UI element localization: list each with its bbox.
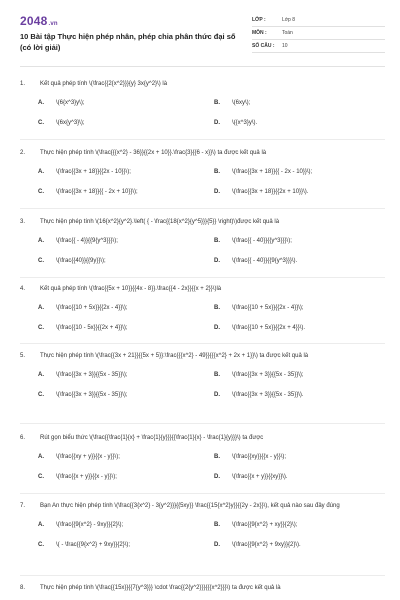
options xyxy=(20,365,385,405)
meta-value: Toán xyxy=(282,30,293,36)
option-letter: A. xyxy=(38,100,44,106)
option-letter: A. xyxy=(38,372,44,378)
option-text: \(\frac{{xy}}{{x - y}}\); xyxy=(232,454,287,460)
meta-value: Lớp 8 xyxy=(282,17,296,23)
option-letter: A. xyxy=(38,522,44,528)
option-letter: D. xyxy=(214,189,220,195)
option-text: \(\frac{{3x + 18}}{{2x + 10}}\). xyxy=(232,189,309,195)
option-c[interactable] xyxy=(20,385,196,405)
question-number: 7. xyxy=(20,503,26,509)
question-number: 4. xyxy=(20,286,26,292)
option-letter: C. xyxy=(38,120,44,126)
option-letter: B. xyxy=(214,372,220,378)
question-number: 2. xyxy=(20,150,26,156)
option-text: \(\frac{{3x + 18}}{{ - 2x - 10}}\); xyxy=(232,169,313,175)
question-text xyxy=(20,583,385,594)
option-c[interactable] xyxy=(20,251,196,271)
site-logo[interactable] xyxy=(20,14,58,28)
option-b[interactable] xyxy=(196,447,372,467)
option-c[interactable] xyxy=(20,318,196,338)
option-text: \(\frac{{10 + 5x}}{{2x + 4}}\). xyxy=(232,325,306,331)
question-separator xyxy=(20,343,385,344)
option-text: \(6xy\); xyxy=(232,100,251,106)
option-letter: C. xyxy=(38,392,44,398)
option-letter: A. xyxy=(38,305,44,311)
option-text: \(\frac{{3x + 18}}{{ - 2x + 10}}\); xyxy=(56,189,138,195)
question-body: Kết quả phép tính \(\frac{{2{x^2}}}{y} 3x{y^2}\) là xyxy=(40,81,168,87)
option-text: \(\frac{{x + y}}{{x - y}}\); xyxy=(56,474,117,480)
question-body: Thực hiện phép tính \(\frac{{{x^2} - 36}}{{2x + 10}}.\frac{3}{{6 - x}}\) ta được kết quả là xyxy=(40,150,267,156)
meta-value: 10 xyxy=(282,43,288,49)
option-letter: B. xyxy=(214,169,220,175)
question-separator xyxy=(20,208,385,209)
question-number: 5. xyxy=(20,353,26,359)
question-1 xyxy=(20,79,385,133)
option-b[interactable] xyxy=(196,298,372,318)
option-d[interactable] xyxy=(196,113,372,133)
option-a[interactable] xyxy=(20,93,196,113)
option-letter: C. xyxy=(38,258,44,264)
question-separator xyxy=(20,423,385,424)
option-text: \(6x{y^3}\); xyxy=(56,120,85,126)
options xyxy=(20,93,385,133)
question-body: Rút gọn biểu thức \(\frac{{\frac{1}{x} + \frac{1}{y}}}{{\frac{1}{x} - \frac{1}{y}}}\) ta được xyxy=(40,435,264,441)
option-text: \(\frac{{10 - 5x}}{{2x + 4}}\); xyxy=(56,325,128,331)
option-d[interactable] xyxy=(196,251,372,271)
options xyxy=(20,298,385,338)
option-a[interactable] xyxy=(20,515,196,535)
option-a[interactable] xyxy=(20,231,196,251)
option-text: \(\frac{{3x + 3}}{{5x - 35}}\); xyxy=(56,372,128,378)
option-b[interactable] xyxy=(196,231,372,251)
option-letter: D. xyxy=(214,258,220,264)
option-text: \(\frac{{10 + 5x}}{{2x - 4}}\); xyxy=(56,305,128,311)
option-text: \(\frac{{3x + 3}}{{5x - 35}}\); xyxy=(232,372,304,378)
meta-row-subject xyxy=(252,27,385,40)
option-letter: D. xyxy=(214,392,220,398)
option-letter: C. xyxy=(38,325,44,331)
question-5 xyxy=(20,351,385,405)
question-text xyxy=(20,217,385,228)
options xyxy=(20,231,385,271)
meta-label: SỐ CÂU : xyxy=(252,43,275,49)
option-letter: A. xyxy=(38,238,44,244)
option-letter: C. xyxy=(38,474,44,480)
question-8 xyxy=(20,583,385,594)
option-text: \(6{x^3}y\); xyxy=(56,100,85,106)
question-text xyxy=(20,433,385,444)
option-a[interactable] xyxy=(20,298,196,318)
option-c[interactable] xyxy=(20,535,196,555)
question-text xyxy=(20,148,385,159)
option-d[interactable] xyxy=(196,535,372,555)
option-text: \(\frac{{3x + 3}}{{5x - 35}}\); xyxy=(56,392,128,398)
option-text: \(\frac{{10 + 5x}}{{2x - 4}}\); xyxy=(232,305,304,311)
question-text xyxy=(20,284,385,295)
meta-table xyxy=(252,14,385,53)
meta-row-class xyxy=(252,14,385,27)
page-title: 10 Bài tập Thực hiện phép nhân, phép chia phân thức đại số (có lời giải) xyxy=(20,32,236,52)
option-letter: C. xyxy=(38,189,44,195)
question-separator xyxy=(20,575,385,576)
option-letter: D. xyxy=(214,120,220,126)
option-letter: A. xyxy=(38,169,44,175)
option-letter: B. xyxy=(214,454,220,460)
option-letter: A. xyxy=(38,454,44,460)
option-text: \(\frac{{9{x^2} + 9xy}}{2}\). xyxy=(232,542,301,548)
option-text: \(\frac{{3x + 18}}{{2x - 10}}\); xyxy=(56,169,131,175)
option-text: \({x^3}y\). xyxy=(232,120,258,126)
option-letter: D. xyxy=(214,325,220,331)
option-text: \(\frac{{ - 40}}{{y^3}}}\); xyxy=(232,238,292,244)
question-number: 8. xyxy=(20,585,26,591)
question-number: 3. xyxy=(20,219,26,225)
option-d[interactable] xyxy=(196,467,372,487)
option-text: \( - \frac{{9{x^2} + 9xy}}{2}\); xyxy=(56,542,131,548)
meta-label: LỚP : xyxy=(252,17,266,23)
question-separator xyxy=(20,493,385,494)
option-b[interactable] xyxy=(196,162,372,182)
options xyxy=(20,447,385,487)
option-letter: B. xyxy=(214,522,220,528)
option-c[interactable] xyxy=(20,467,196,487)
meta-label: MÔN : xyxy=(252,30,267,36)
option-c[interactable] xyxy=(20,113,196,133)
option-text: \(\frac{{ - 4}}{{9{y^3}}}\); xyxy=(56,238,118,244)
question-number: 1. xyxy=(20,81,26,87)
question-3 xyxy=(20,217,385,271)
logo-suffix: .vn xyxy=(48,21,58,27)
question-body: Thực hiện phép tính \(\frac{{15x}}{{7{y^3}}} \cdot \frac{{2{y^2}}}{{{x^2}}}\) ta được kết quả là xyxy=(40,585,281,591)
question-body: Bạn An thực hiện phép tính \(\frac{{3{x^2} - 3{y^2}}}{{5xy}} \frac{{15{x^2}y}}{{2y - 2x}}\), kết quả nào sau đây đúng xyxy=(40,503,340,509)
header xyxy=(20,14,385,64)
options xyxy=(20,515,385,555)
question-text xyxy=(20,501,385,512)
option-letter: C. xyxy=(38,542,44,548)
option-d[interactable] xyxy=(196,182,372,202)
option-b[interactable] xyxy=(196,93,372,113)
option-c[interactable] xyxy=(20,182,196,202)
meta-row-count xyxy=(252,40,385,53)
question-4 xyxy=(20,284,385,338)
question-number: 6. xyxy=(20,435,26,441)
option-letter: D. xyxy=(214,474,220,480)
question-separator xyxy=(20,139,385,140)
options xyxy=(20,162,385,202)
option-letter: B. xyxy=(214,238,220,244)
question-2 xyxy=(20,148,385,202)
option-text: \(\frac{{3x + 3}}{{5x - 35}}\). xyxy=(232,392,304,398)
option-letter: B. xyxy=(214,100,220,106)
option-text: \(\frac{{xy + y}}{{x - y}}\); xyxy=(56,454,120,460)
option-text: \(\frac{{40}}{{9y}}\); xyxy=(56,258,106,264)
question-body: Thực hiện phép tính \(\frac{{3x + 21}}{{5x + 5}}:\frac{{{x^2} - 49}}{{{x^2} + 2x + 1}}\) ta được kết quả là xyxy=(40,353,309,359)
header-divider xyxy=(20,66,385,67)
option-d[interactable] xyxy=(196,385,372,405)
option-text: \(\frac{{ - 40}}{{9{y^3}}}\). xyxy=(232,258,298,264)
option-a[interactable] xyxy=(20,447,196,467)
question-separator xyxy=(20,277,385,278)
question-text xyxy=(20,351,385,362)
option-b[interactable] xyxy=(196,515,372,535)
option-d[interactable] xyxy=(196,318,372,338)
option-letter: B. xyxy=(214,305,220,311)
option-text: \(\frac{{9{x^2} - 9xy}}{2}\); xyxy=(56,522,124,528)
logo-text: 2048 xyxy=(20,14,48,28)
option-letter: D. xyxy=(214,542,220,548)
question-6 xyxy=(20,433,385,487)
question-text xyxy=(20,79,385,90)
option-b[interactable] xyxy=(196,365,372,385)
option-text: \(\frac{{9{x^2} + xy}}{2}\); xyxy=(232,522,298,528)
option-a[interactable] xyxy=(20,162,196,182)
option-text: \(\frac{{x + y}}{{xy}}\). xyxy=(232,474,288,480)
option-a[interactable] xyxy=(20,365,196,385)
question-body: Thực hiện phép tính \(16{x^2}{y^2}.\left( { - \frac{{18{x^2}{y^5}}}{5}} \right)\)được kết quả là xyxy=(40,219,280,225)
question-7 xyxy=(20,501,385,555)
question-body: Kết quả phép tính \(\frac{{5x + 10}}{{4x - 8}}.\frac{{4 - 2x}}{{x + 2}}\)là xyxy=(40,286,222,292)
